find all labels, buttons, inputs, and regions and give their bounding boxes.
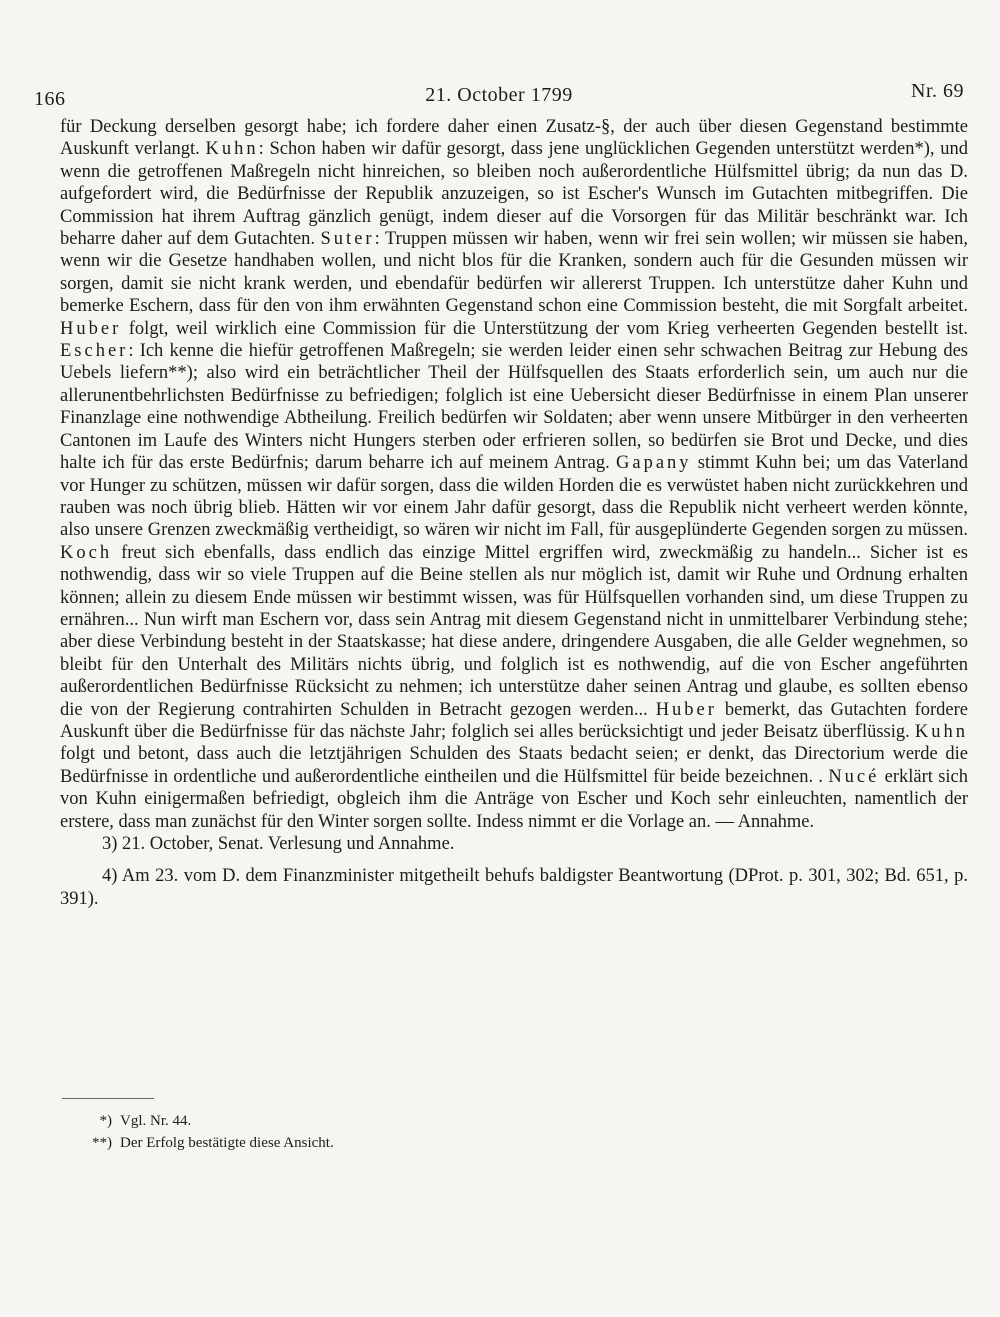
document-number: Nr. 69 (911, 80, 964, 102)
footnote-text: Der Erfolg bestätigte diese Ansicht. (120, 1135, 334, 1151)
speaker-kuhn: Kuhn (205, 139, 259, 160)
speaker-nuce: Nucé (828, 766, 880, 787)
item-4-directorium: 4) Am 23. vom D. dem Finanzminister mitgetheilt behufs baldigster Beantwortung (DProt. p. 301, 302; Bd. 651, p. 391). (60, 866, 968, 909)
page-number: 166 (34, 88, 66, 110)
footnote-text: Vgl. Nr. 44. (120, 1113, 192, 1129)
speaker-escher: Escher (60, 341, 129, 362)
text-segment: erklärt sich von Kuhn einigermaßen befriedigt, obgleich ihm die Anträge von Escher und Koch sehr einleuchten, namentlich der erstere, dass man zunächst für den Winter sorgen sollte. Indess nimmt er die Vorlage an. — Annahme. (60, 766, 968, 832)
footnote-mark: *) (99, 1113, 112, 1129)
footnote-mark: **) (92, 1135, 112, 1151)
footnote (60, 1132, 968, 1154)
page-header (34, 80, 964, 110)
running-title-date: 21. October 1799 (425, 84, 573, 106)
text-segment: freut sich ebenfalls, dass endlich das einzige Mittel ergriffen wird, zweckmäßig zu handeln... Sicher ist es nothwendig, dass wir so viele Truppen auf die Beine stellen als nur möglich ist, damit wir Ruhe und Ordnung erhalten können; allein zu diesem Ende müssen wir bestimmt wissen, was für Hülfsquellen vorhanden sind, um diese Truppen zu ernähren... Nun wirft man Eschern vor, dass sein Antrag mit diesem Gegenstand nicht in unmittelbarer Verbindung stehe; aber diese Verbindung besteht in der Staatskasse; hat diese andere, dringendere Ausgaben, die alle Gelder wegnehmen, so bleibt für den Unterhalt des Militärs nichts übrig, und folglich ist es nothwendig, auf die von Escher angeführten außerordentlichen Bedürfnisse Rücksicht zu nehmen; ich unterstütze daher seinen Antrag und glaube, es sollten ebenso die von der Regierung contrahirten Schulden in Betracht gezogen werden... (60, 542, 968, 720)
footnotes (60, 1110, 968, 1154)
text-segment: folgt, weil wirklich eine Commission für die Unterstützung der vom Krieg verheerten Gegenden bestellt ist. (121, 318, 968, 339)
footnote-divider (62, 1098, 154, 1099)
speaker-suter: Suter (320, 229, 375, 250)
text-segment: folgt und betont, dass auch die letztjährigen Schulden des Staats bedacht seien; er denkt, das Directorium werde die Bedürfnisse in ordentliche und außerordentliche eintheilen und die Hülfsmittel für beide bezeichnen. . (60, 744, 968, 787)
speaker-kuhn: Kuhn (914, 721, 968, 742)
text-segment: stimmt Kuhn bei; um das Vaterland vor Hunger zu schützen, müssen wir dafür sorgen, dass die wilden Horden die es verwüstet haben nicht zurückkehren und rauben was noch übrig blieb. Hätten wir vor einem Jahr dafür gesorgt, dass die Republik nicht verheert werden könnte, also unsere Grenzen zweckmäßig vertheidigt, so wären wir nicht im Fall, für ausgeplünderte Gegenden sorgen zu müssen. (60, 453, 968, 541)
body-text (60, 116, 968, 910)
text-segment: bemerkt, das Gutachten fordere Auskunft über die Bedürfnisse für das nächste Jahr; folglich sei alles berücksichtigt und jeder Beisatz überflüssig. (60, 699, 969, 742)
speaker-huber: Huber (655, 699, 717, 720)
footnote (60, 1110, 968, 1132)
speaker-gapany: Gapany (616, 453, 692, 474)
item-3-senate: 3) 21. October, Senat. Verlesung und Annahme. (102, 834, 455, 854)
main-paragraph (60, 116, 968, 833)
text-segment: für Deckung derselben gesorgt habe; ich fordere daher einen Zusatz-§, der auch über diesen Gegenstand bestimmte Auskunft verlangt. (60, 117, 968, 160)
text-segment: : Ich kenne die hiefür getroffenen Maßregeln; sie werden leider einen sehr schwachen Beitrag zur Hebung des Uebels liefern**); also wird ein beträchtlicher Theil der Hülfsquellen des Staats erforderlich sein, um auch nur die allerunentbehrlichsten Bedürfnisse zu befriedigen; folglich ist eine Uebersicht dieser Bedürfnisse in einem Plan unserer Finanzlage eine nothwendige Abtheilung. Freilich bedürfen wir Soldaten; aber wenn unsere Mitbürger in den verheerten Cantonen im Laufe des Winters nicht Hungers sterben oder erfrieren sollen, so bedürfen sie Brot und Decke, und dies halte ich für das erste Bedürfnis; darum beharre ich auf meinem Antrag. (60, 341, 968, 474)
text-segment: : Schon haben wir dafür gesorgt, dass jene unglücklichen Gegenden unterstützt werden*), und wenn die getroffenen Maßregeln nicht hinreichen, so bleiben noch außerordentliche Hülfsmittel übrig; da nun das D. aufgefordert wird, die Bedürfnisse der Republik anzuzeigen, so ist Escher's Wunsch im Gutachten mitbegriffen. Die Commission hat ihrem Auftrag gänzlich genügt, indem dieser auf die Vorsorgen für das Militär beschränkt war. Ich beharre daher auf dem Gutachten. (60, 139, 968, 250)
text-segment: : Truppen müssen wir haben, wenn wir frei sein wollen; wir müssen sie haben, wenn wir die Gesetze handhaben wollen, und nicht blos für die Kranken, sondern auch für die Gesunden müssen wir sorgen, damit sie nicht krank werden, und ebendafür bedürfen wir allererst Truppen. Ich unterstütze daher Kuhn und bemerke Eschern, dass für den von ihm erwähnten Gegenstand schon eine Commission besteht, die mit Sorgfalt arbeitet. (60, 229, 968, 317)
speaker-huber: Huber (60, 318, 122, 339)
speaker-koch: Koch (60, 542, 113, 563)
